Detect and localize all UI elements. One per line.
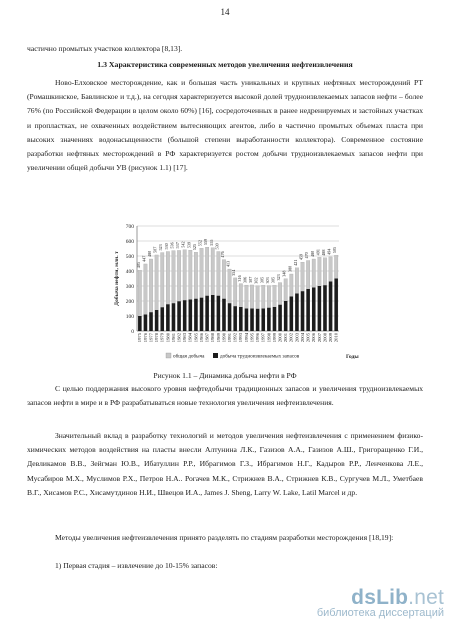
bar-hard-to-recover bbox=[267, 308, 270, 331]
bar-hard-to-recover bbox=[155, 310, 158, 331]
x-tick-label: 2004 bbox=[299, 333, 305, 343]
y-tick-label: 200 bbox=[125, 299, 134, 305]
bar-hard-to-recover bbox=[144, 315, 147, 332]
x-tick-label: 1988 bbox=[210, 333, 216, 343]
bar-hard-to-recover bbox=[138, 316, 141, 331]
bar-value-label: 421 bbox=[292, 259, 298, 266]
x-tick-label: 2010 bbox=[333, 333, 339, 343]
bar-value-label: 305 bbox=[270, 276, 276, 284]
bar-value-label: 480 bbox=[309, 250, 315, 257]
x-tick-label: 1975 bbox=[137, 333, 143, 343]
legend-label-hard: добыча трудноизвлекаемых запасов bbox=[220, 353, 300, 360]
bar-value-label: 305 bbox=[259, 276, 265, 284]
text-line-top: частично промытых участков коллектора [8,13]. bbox=[27, 44, 183, 53]
x-tick-label: 1993 bbox=[238, 333, 244, 343]
x-tick-label: 1996 bbox=[255, 333, 261, 343]
x-tick-label: 1987 bbox=[204, 333, 210, 343]
bar-value-label: 525 bbox=[191, 243, 197, 251]
bar-value-label: 523 bbox=[158, 244, 164, 251]
x-tick-label: 2006 bbox=[311, 333, 317, 343]
x-tick-label: 1998 bbox=[266, 333, 272, 343]
bar-value-label: 539 bbox=[186, 241, 192, 249]
bar-value-label: 530 bbox=[163, 243, 169, 250]
bar-hard-to-recover bbox=[284, 301, 287, 331]
bar-value-label: 488 bbox=[320, 249, 326, 256]
y-tick-label: 500 bbox=[125, 254, 134, 260]
x-tick-label: 2005 bbox=[305, 333, 311, 343]
bar-value-label: 323 bbox=[276, 274, 282, 281]
paragraph-3: Значительный вклад в разработку технологий и методов увеличения нефтеизвлечения с применением физико-химических методов воздействия на пласты внесли Алтунина Л.К., Газизов А.А., Газизов А.Ш., Григоращенко Г.И., Девликамов В.В., Зейгман Ю.В., Ибатуллин Р.Р., Ибрагимов Г.З., Ибрагимов Н.Г., Кадыров Р.Р., Ленченкова Л.Е., Мусабиров М.Х., Муслимов Р.Х., Петров Н.А.. Рогачев М.К., Стрижнев В.А., Стрижнев К.В., Сургучев М.Л., Уметбаев В.Г., Хисамов Р.С., Хисамутдинов Н.И., Швецов И.А., James J. Sheng, Larry W. Lake, Latil Marcel и др. bbox=[27, 431, 423, 497]
bar-value-label: 555 bbox=[208, 239, 214, 246]
paragraph-4: Методы увеличения нефтеизвлечения принято разделять по стадиям разработки месторождения [18,19]: bbox=[55, 533, 394, 542]
bar-hard-to-recover bbox=[262, 309, 265, 332]
y-axis-label: Добыча нефти, млн. т bbox=[114, 251, 120, 306]
bar-value-label: 354 bbox=[231, 269, 237, 276]
bar-hard-to-recover bbox=[172, 303, 175, 331]
bar-hard-to-recover bbox=[334, 279, 337, 332]
x-tick-label: 2009 bbox=[327, 333, 333, 343]
bar-hard-to-recover bbox=[189, 300, 192, 332]
bar-value-label: 380 bbox=[287, 265, 293, 272]
bar-hard-to-recover bbox=[295, 294, 298, 332]
bar-value-label: 494 bbox=[326, 248, 332, 255]
bar-hard-to-recover bbox=[301, 291, 304, 331]
bar-hard-to-recover bbox=[211, 295, 214, 331]
y-tick-label: 600 bbox=[125, 239, 134, 245]
x-tick-label: 1989 bbox=[215, 333, 221, 343]
bar-hard-to-recover bbox=[273, 307, 276, 331]
x-tick-label: 2008 bbox=[322, 333, 328, 343]
bar-hard-to-recover bbox=[183, 300, 186, 331]
y-tick-label: 100 bbox=[125, 314, 134, 320]
bar-value-label: 480 bbox=[147, 250, 153, 257]
bar-value-label: 476 bbox=[219, 251, 225, 258]
bar-hard-to-recover bbox=[222, 299, 225, 331]
y-tick-label: 700 bbox=[125, 224, 134, 230]
x-tick-label: 2001 bbox=[283, 333, 289, 343]
bar-hard-to-recover bbox=[217, 296, 220, 331]
x-tick-label: 1991 bbox=[226, 333, 232, 343]
bar-hard-to-recover bbox=[290, 297, 293, 332]
bar-hard-to-recover bbox=[200, 298, 203, 331]
page-number: 14 bbox=[220, 7, 230, 17]
bar-value-label: 470 bbox=[304, 252, 310, 259]
x-tick-label: 1992 bbox=[232, 333, 238, 343]
bar-value-label: 542 bbox=[180, 241, 186, 248]
bar-hard-to-recover bbox=[233, 306, 236, 331]
bar-hard-to-recover bbox=[256, 309, 259, 331]
x-tick-label: 2007 bbox=[316, 333, 322, 343]
x-tick-label: 2002 bbox=[288, 333, 294, 343]
bar-hard-to-recover bbox=[205, 296, 208, 331]
y-tick-label: 300 bbox=[125, 284, 134, 290]
bar-value-label: 316 bbox=[236, 275, 242, 282]
bar-value-label: 507 bbox=[152, 246, 158, 253]
bar-value-label: 413 bbox=[225, 260, 231, 268]
x-tick-label: 2000 bbox=[277, 333, 283, 343]
figure-caption: Рисунок 1.1 – Динамика добыча нефти в РФ bbox=[153, 371, 297, 380]
x-tick-label: 1986 bbox=[198, 333, 204, 343]
y-tick-label: 400 bbox=[125, 269, 134, 275]
paragraph-1: Ново-Елховское месторождение, как и большая часть уникальных и крупных нефтяных месторождений РТ (Ромашкинское, Бавлинское и т.д.), на сегодня характеризуется высокой долей трудноизвлекаемых запасов нефти – более 76% (по Российской Федерации в целом около 60%) [16], сосредоточенных в ранее недренируемых и застойных участках и пропластках, не охваченных воздействием вытесняющих агентов, либо в частично промытых объемах пласта при высоких значениях водонасыщенности (большой степени выработанности коллектора). Современное состояние разработки нефтяных месторождений в РФ характеризуется ростом добычи трудноизвлекаемых запасов нефти при увеличении общей добычи УВ (рисунок 1.1) [17]. bbox=[27, 78, 423, 173]
bar-hard-to-recover bbox=[245, 309, 248, 332]
bar-hard-to-recover bbox=[177, 301, 180, 331]
bar-hard-to-recover bbox=[228, 303, 231, 331]
x-tick-label: 1976 bbox=[142, 333, 148, 343]
bar-hard-to-recover bbox=[306, 289, 309, 331]
x-tick-label: 1981 bbox=[170, 333, 176, 343]
bar-value-label: 552 bbox=[197, 239, 203, 247]
x-tick-label: 1997 bbox=[260, 333, 266, 343]
bar-hard-to-recover bbox=[239, 307, 242, 331]
bar-hard-to-recover bbox=[149, 312, 152, 331]
x-tick-label: 2003 bbox=[294, 333, 300, 343]
bar-value-label: 303 bbox=[264, 277, 270, 284]
bar-value-label: 302 bbox=[253, 277, 259, 284]
y-tick-label: 0 bbox=[131, 329, 134, 335]
x-tick-label: 1990 bbox=[221, 333, 227, 343]
x-tick-label: 1994 bbox=[243, 333, 249, 343]
legend-swatch-total bbox=[166, 353, 171, 358]
x-tick-label: 1979 bbox=[159, 333, 165, 343]
bar-hard-to-recover bbox=[161, 307, 164, 331]
watermark bbox=[304, 586, 444, 619]
bar-hard-to-recover bbox=[250, 309, 253, 332]
bar-value-label: 559 bbox=[203, 238, 209, 246]
bar-value-label: 306 bbox=[242, 276, 248, 284]
bar-hard-to-recover bbox=[329, 282, 332, 332]
bar-hard-to-recover bbox=[318, 286, 321, 331]
bar-value-label: 405 bbox=[135, 261, 141, 269]
bar-value-label: 537 bbox=[175, 242, 181, 249]
paragraph-5: 1) Первая стадия – извлечение до 10-15% запасов: bbox=[55, 561, 218, 570]
oil-production-chart bbox=[110, 212, 365, 366]
watermark-tagline: библиотека диссертаций bbox=[316, 607, 444, 619]
bar-value-label: 307 bbox=[248, 276, 254, 283]
legend-label-total: общая добыча bbox=[173, 353, 205, 360]
x-tick-label: 1977 bbox=[148, 333, 154, 343]
paragraph-2: С целью поддержания высокого уровня нефтедобычи традиционных запасов и увеличения трудноизвлекаемых запасов нефти в мире и в РФ разрабатываться новые технология увеличения нефтеизвлечения. bbox=[27, 384, 423, 408]
bar-value-label: 447 bbox=[141, 255, 147, 262]
bar-value-label: 530 bbox=[214, 243, 220, 250]
x-tick-label: 1985 bbox=[193, 333, 199, 343]
bar-hard-to-recover bbox=[323, 285, 326, 331]
watermark-logo: dsLib.net bbox=[351, 586, 444, 609]
x-tick-label: 1983 bbox=[182, 333, 188, 343]
bar-hard-to-recover bbox=[312, 288, 315, 332]
x-tick-label: 1995 bbox=[249, 333, 255, 343]
bar-value-label: 505 bbox=[332, 246, 338, 254]
x-tick-label: 1980 bbox=[165, 333, 171, 343]
bar-hard-to-recover bbox=[166, 304, 169, 331]
bar-value-label: 536 bbox=[169, 242, 175, 249]
x-axis-label: Годы bbox=[346, 354, 359, 360]
bar-value-label: 459 bbox=[298, 253, 304, 261]
section-heading: 1.3 Характеристика современных методов увеличения нефтеизвлечения bbox=[97, 60, 353, 69]
bar-hard-to-recover bbox=[194, 299, 197, 331]
x-tick-label: 1999 bbox=[271, 333, 277, 343]
bar-hard-to-recover bbox=[278, 305, 281, 331]
x-tick-label: 1982 bbox=[176, 333, 182, 343]
x-tick-label: 1978 bbox=[154, 333, 160, 343]
legend-swatch-hard bbox=[213, 353, 218, 358]
bar-value-label: 491 bbox=[315, 249, 321, 256]
x-tick-label: 1984 bbox=[187, 333, 193, 343]
bar-value-label: 348 bbox=[281, 270, 287, 277]
